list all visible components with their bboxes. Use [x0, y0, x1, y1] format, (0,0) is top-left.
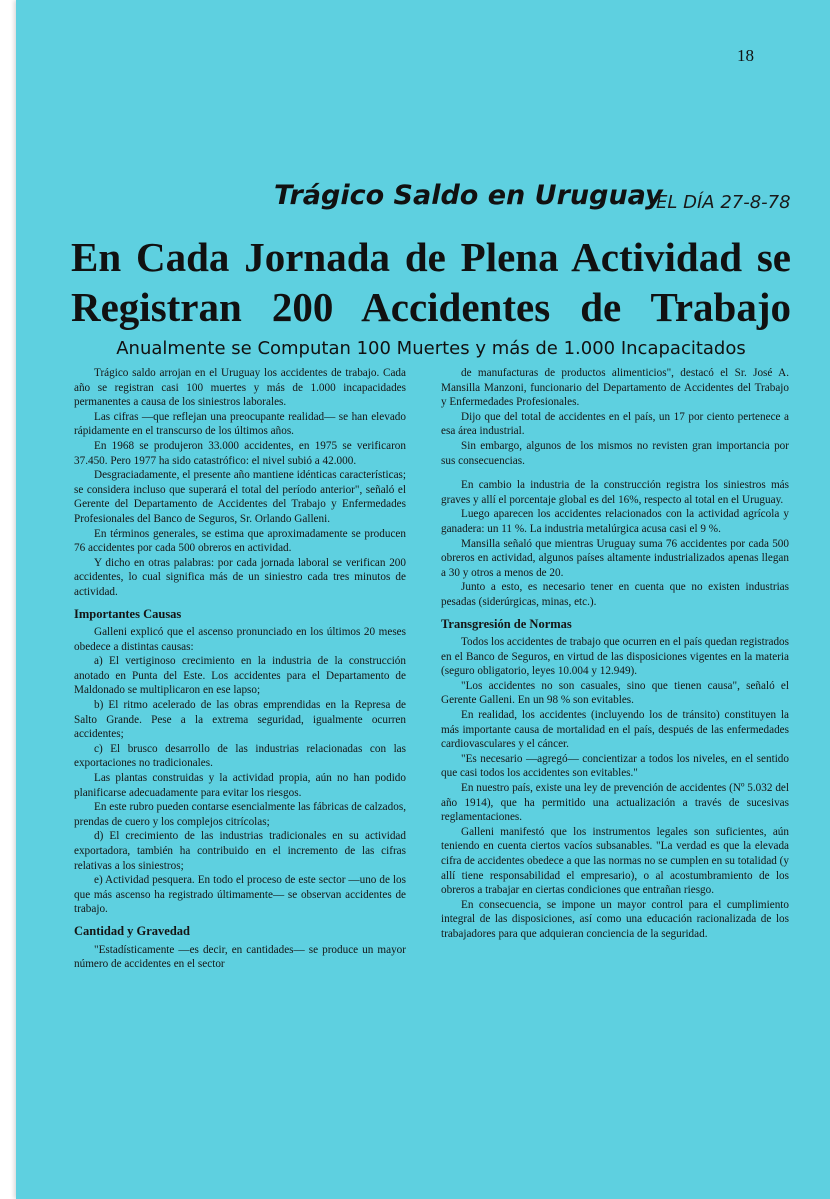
kicker-title: Trágico Saldo en Uruguay [274, 180, 663, 211]
paragraph: Las plantas construidas y la actividad propia, aún no han podido planificarse adecuadamente para evitar los riesgos. [74, 772, 406, 799]
left-column [74, 366, 406, 972]
paragraph: d) El crecimiento de las industrias tradicionales en su actividad exportadora, también ha contribuido en el incremento de las cifras relativas a los siniestros; [74, 830, 406, 872]
paragraph: Dijo que del total de accidentes en el país, un 17 por ciento pertenece a esa área industrial. [441, 410, 789, 438]
paragraph: Y dicho en otras palabras: por cada jornada laboral se verifican 200 accidentes, lo cual significa más de un siniestro cada tres minutos de actividad. [74, 556, 406, 598]
paragraph: En 1968 se produjeron 33.000 accidentes, en 1975 se verificaron 37.450. Pero 1977 ha sido catastrófico: el nivel subió a 42.000. [74, 439, 406, 467]
paragraph: Mansilla señaló que mientras Uruguay suma 76 accidentes por cada 500 obreros en actividad, algunos países altamente industrializados apenas llegan a 30 y otros a menos de 20. [441, 537, 789, 579]
paragraph: a) El vertiginoso crecimiento en la industria de la construcción anotado en Punta del Este. Los accidentes para el Departamento de Maldonado se multiplicaron en ese lapso; [74, 655, 406, 697]
paragraph: En consecuencia, se impone un mayor control para el cumplimiento integral de las disposiciones, así como una educación racionalizada de los trabajadores para que adquieran conciencia de la seguridad. [441, 898, 789, 940]
section-heading: Cantidad y Gravedad [74, 923, 190, 938]
headline-line-1: En Cada Jornada de Plena Actividad se [71, 234, 791, 280]
paragraph: En nuestro país, existe una ley de prevención de accidentes (Nº 5.032 del año 1914), que ha permitido una actualización a través de sucesivas reglamentaciones. [441, 782, 789, 824]
section-heading: Importantes Causas [74, 606, 182, 621]
paragraph: En este rubro pueden contarse esencialmente las fábricas de calzados, prendas de cuero y los complejos citrícolas; [74, 801, 406, 828]
handwritten-note: EL DÍA 27-8-78 [656, 192, 791, 213]
paragraph: "Es necesario —agregó— concientizar a todos los niveles, en el sentido que casi todos los accidentes son evitables." [441, 752, 789, 780]
headline-line-2: Registran 200 Accidentes de Trabajo [71, 284, 791, 330]
paragraph: "Estadísticamente —es decir, en cantidades— se produce un mayor número de accidentes en el sector [74, 943, 406, 971]
paragraph: Luego aparecen los accidentes relacionados con la actividad agrícola y ganadera: un 11 %. La industria metalúrgica acusa casi el 9 %. [441, 508, 789, 535]
subheadline: Anualmente se Computan 100 Muertes y más de 1.000 Incapacitados [116, 338, 746, 359]
paragraph: En cambio la industria de la construcción registra los siniestros más graves y allí el porcentaje global es del 16%, respecto al total en el Uruguay. [441, 479, 789, 506]
paragraph: En realidad, los accidentes (incluyendo los de tránsito) constituyen la más importante causa de mortalidad en el país, después de las enfermedades cardiovasculares y el cáncer. [441, 709, 789, 751]
paragraph: Desgraciadamente, el presente año mantiene idénticas características; se considera incluso que superará el total del período anterior", señaló el Gerente del Departamento de Accidentes del Trabajo y Enfermedades Profesionales del Banco de Seguros, Sr. Orlando Galleni. [74, 469, 406, 525]
paragraph: b) El ritmo acelerado de las obras emprendidas en la Represa de Salto Grande. Pese a la extrema seguridad, igualmente ocurren accidentes; [74, 699, 406, 741]
page-number: 18 [737, 46, 754, 65]
paragraph: Galleni manifestó que los instrumentos legales son suficientes, aún teniendo en cuenta ciertos vacíos subsanables. "La verdad es que la elevada cifra de accidentes obedece a que las normas no se cumplen en su totalidad (y allí tiene responsabilidad el empresario), o al acostumbramiento de los obreros a trabajar en ciertas condiciones que entrañan riesgo. [441, 825, 789, 897]
section-heading: Transgresión de Normas [441, 616, 572, 631]
paragraph: "Los accidentes no son casuales, sino que tienen causa", señaló el Gerente Galleni. En un 98 % son evitables. [441, 679, 789, 707]
headline [71, 232, 791, 332]
newspaper-clipping-sheet [16, 0, 830, 1199]
paragraph: Sin embargo, algunos de los mismos no revisten gran importancia por sus consecuencias. [441, 439, 789, 467]
paragraph: Las cifras —que reflejan una preocupante realidad— se han elevado rápidamente en el transcurso de los últimos años. [74, 410, 406, 438]
paragraph: En términos generales, se estima que aproximadamente se producen 76 accidentes por cada 500 obreros en actividad. [74, 527, 406, 555]
paragraph: Galleni explicó que el ascenso pronunciado en los últimos 20 meses obedece a distintas causas: [74, 626, 406, 653]
paragraph: Junto a esto, es necesario tener en cuenta que no existen industrias pesadas (siderúrgicas, minas, etc.). [441, 581, 789, 608]
paragraph: e) Actividad pesquera. En todo el proceso de este sector —uno de los que más ascenso ha registrado últimamente— se observan accidentes de trabajo. [74, 874, 406, 916]
paragraph: Trágico saldo arrojan en el Uruguay los accidentes de trabajo. Cada año se registran casi 100 muertes y más de 1.000 incapacidades permanentes a causa de los siniestros laborales. [74, 367, 406, 409]
paragraph: Todos los accidentes de trabajo que ocurren en el país quedan registrados en el Banco de Seguros, en virtud de las disposiciones vigentes en la materia (seguro obligatorio, leyes 10.004 y 12.949). [441, 636, 789, 678]
paragraph: de manufacturas de productos alimenticios", destacó el Sr. José A. Mansilla Manzoni, funcionario del Departamento de Accidentes del Trabajo y Enfermedades Profesionales. [441, 367, 789, 409]
paragraph: c) El brusco desarrollo de las industrias relacionadas con las exportaciones no tradicionales. [74, 742, 406, 770]
right-column [441, 366, 789, 942]
